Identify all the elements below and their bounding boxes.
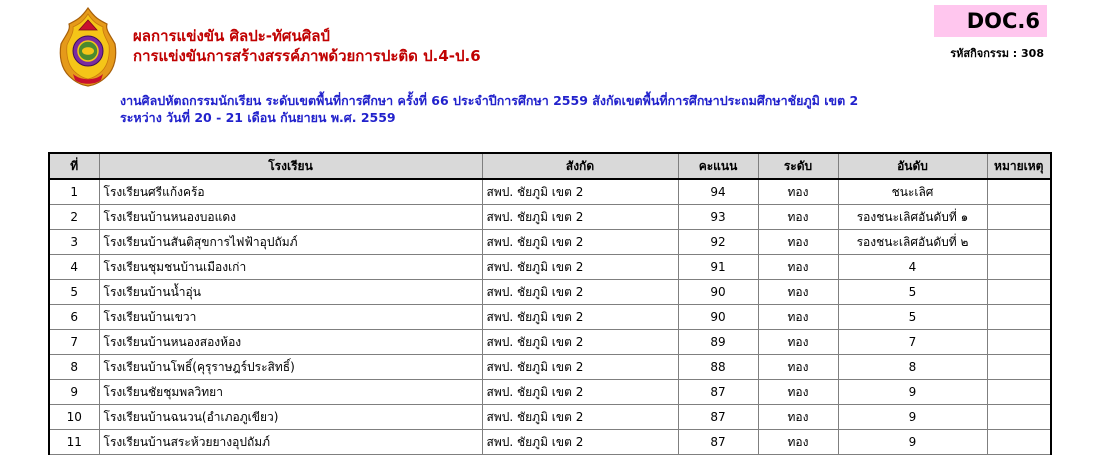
- cell-no: 6: [49, 305, 99, 330]
- cell-no: 5: [49, 280, 99, 305]
- cell-level: ทอง: [758, 179, 838, 205]
- cell-rank: ชนะเลิศ: [838, 179, 987, 205]
- cell-no: 7: [49, 330, 99, 355]
- cell-school: โรงเรียนบ้านสระห้วยยางอุปถัมภ์: [99, 430, 482, 455]
- cell-school: โรงเรียนบ้านเขวา: [99, 305, 482, 330]
- cell-level: ทอง: [758, 255, 838, 280]
- event-description: งานศิลปหัตถกรรมนักเรียน ระดับเขตพื้นที่การศึกษา ครั้งที่ 66 ประจำปีการศึกษา 2559 สังกัดเขตพื้นที่การศึกษาประถมศึกษาชัยภูมิ เขต 2: [120, 93, 859, 108]
- cell-score: 87: [678, 405, 758, 430]
- cell-rank: 8: [838, 355, 987, 380]
- column-header-rank: อันดับ: [838, 153, 987, 179]
- cell-remark: [987, 405, 1051, 430]
- cell-level: ทอง: [758, 305, 838, 330]
- cell-affiliation: สพป. ชัยภูมิ เขต 2: [482, 305, 678, 330]
- cell-score: 87: [678, 430, 758, 455]
- column-header-affiliation: สังกัด: [482, 153, 678, 179]
- results-table: [48, 152, 1052, 455]
- cell-remark: [987, 355, 1051, 380]
- cell-score: 92: [678, 230, 758, 255]
- cell-no: 1: [49, 179, 99, 205]
- cell-affiliation: สพป. ชัยภูมิ เขต 2: [482, 355, 678, 380]
- cell-affiliation: สพป. ชัยภูมิ เขต 2: [482, 255, 678, 280]
- cell-remark: [987, 430, 1051, 455]
- cell-no: 4: [49, 255, 99, 280]
- cell-rank: 4: [838, 255, 987, 280]
- cell-no: 3: [49, 230, 99, 255]
- table-row: [49, 255, 1051, 280]
- cell-level: ทอง: [758, 405, 838, 430]
- table-row: [49, 330, 1051, 355]
- event-dates: ระหว่าง วันที่ 20 - 21 เดือน กันยายน พ.ศ. 2559: [120, 110, 396, 125]
- cell-school: โรงเรียนบ้านน้ำอุ่น: [99, 280, 482, 305]
- cell-score: 87: [678, 380, 758, 405]
- page-title: ผลการแข่งขัน ศิลปะ-ทัศนศิลป์: [133, 27, 330, 45]
- cell-school: โรงเรียนบ้านหนองสองห้อง: [99, 330, 482, 355]
- cell-school: โรงเรียนชุมชนบ้านเมืองเก่า: [99, 255, 482, 280]
- cell-score: 90: [678, 305, 758, 330]
- cell-rank: 5: [838, 280, 987, 305]
- column-header-level: ระดับ: [758, 153, 838, 179]
- cell-level: ทอง: [758, 355, 838, 380]
- cell-score: 89: [678, 330, 758, 355]
- cell-rank: 9: [838, 380, 987, 405]
- column-header-remark: หมายเหตุ: [987, 153, 1051, 179]
- cell-school: โรงเรียนบ้านหนองบอแดง: [99, 205, 482, 230]
- column-header-score: คะแนน: [678, 153, 758, 179]
- cell-level: ทอง: [758, 430, 838, 455]
- cell-score: 91: [678, 255, 758, 280]
- cell-rank: รองชนะเลิศอันดับที่ ๒: [838, 230, 987, 255]
- cell-rank: 9: [838, 430, 987, 455]
- competition-title: การแข่งขันการสร้างสรรค์ภาพด้วยการปะติด ป.4-ป.6: [133, 47, 481, 65]
- cell-rank: 7: [838, 330, 987, 355]
- table-row: [49, 305, 1051, 330]
- cell-affiliation: สพป. ชัยภูมิ เขต 2: [482, 280, 678, 305]
- table-row: [49, 230, 1051, 255]
- cell-school: โรงเรียนชัยชุมพลวิทยา: [99, 380, 482, 405]
- cell-remark: [987, 255, 1051, 280]
- cell-affiliation: สพป. ชัยภูมิ เขต 2: [482, 380, 678, 405]
- cell-no: 11: [49, 430, 99, 455]
- table-row: [49, 430, 1051, 455]
- cell-no: 2: [49, 205, 99, 230]
- cell-level: ทอง: [758, 330, 838, 355]
- cell-school: โรงเรียนบ้านสันติสุขการไฟฟ้าอุปถัมภ์: [99, 230, 482, 255]
- table-header-row: [49, 153, 1051, 179]
- cell-level: ทอง: [758, 205, 838, 230]
- cell-rank: 5: [838, 305, 987, 330]
- cell-no: 8: [49, 355, 99, 380]
- table-row: [49, 205, 1051, 230]
- cell-remark: [987, 380, 1051, 405]
- column-header-school: โรงเรียน: [99, 153, 482, 179]
- cell-rank: รองชนะเลิศอันดับที่ ๑: [838, 205, 987, 230]
- cell-remark: [987, 330, 1051, 355]
- table-row: [49, 280, 1051, 305]
- cell-no: 9: [49, 380, 99, 405]
- table-row: [49, 380, 1051, 405]
- column-header-no: ที่: [49, 153, 99, 179]
- cell-no: 10: [49, 405, 99, 430]
- cell-remark: [987, 305, 1051, 330]
- cell-level: ทอง: [758, 380, 838, 405]
- cell-affiliation: สพป. ชัยภูมิ เขต 2: [482, 230, 678, 255]
- cell-score: 93: [678, 205, 758, 230]
- cell-remark: [987, 179, 1051, 205]
- table-row: [49, 405, 1051, 430]
- cell-affiliation: สพป. ชัยภูมิ เขต 2: [482, 205, 678, 230]
- cell-school: โรงเรียนบ้านฉนวน(อำเภอภูเขียว): [99, 405, 482, 430]
- cell-affiliation: สพป. ชัยภูมิ เขต 2: [482, 179, 678, 205]
- doc-badge: DOC.6: [934, 5, 1047, 37]
- cell-rank: 9: [838, 405, 987, 430]
- cell-score: 88: [678, 355, 758, 380]
- cell-score: 90: [678, 280, 758, 305]
- cell-affiliation: สพป. ชัยภูมิ เขต 2: [482, 405, 678, 430]
- cell-remark: [987, 230, 1051, 255]
- cell-level: ทอง: [758, 280, 838, 305]
- cell-remark: [987, 280, 1051, 305]
- cell-school: โรงเรียนบ้านโพธิ์(คุรุราษฎร์ประสิทธิ์): [99, 355, 482, 380]
- table-row: [49, 179, 1051, 205]
- obec-emblem-icon: [55, 6, 121, 88]
- activity-code: รหัสกิจกรรม : 308: [950, 47, 1044, 60]
- cell-affiliation: สพป. ชัยภูมิ เขต 2: [482, 430, 678, 455]
- cell-level: ทอง: [758, 230, 838, 255]
- cell-score: 94: [678, 179, 758, 205]
- table-row: [49, 355, 1051, 380]
- cell-school: โรงเรียนศรีแก้งคร้อ: [99, 179, 482, 205]
- cell-affiliation: สพป. ชัยภูมิ เขต 2: [482, 330, 678, 355]
- cell-remark: [987, 205, 1051, 230]
